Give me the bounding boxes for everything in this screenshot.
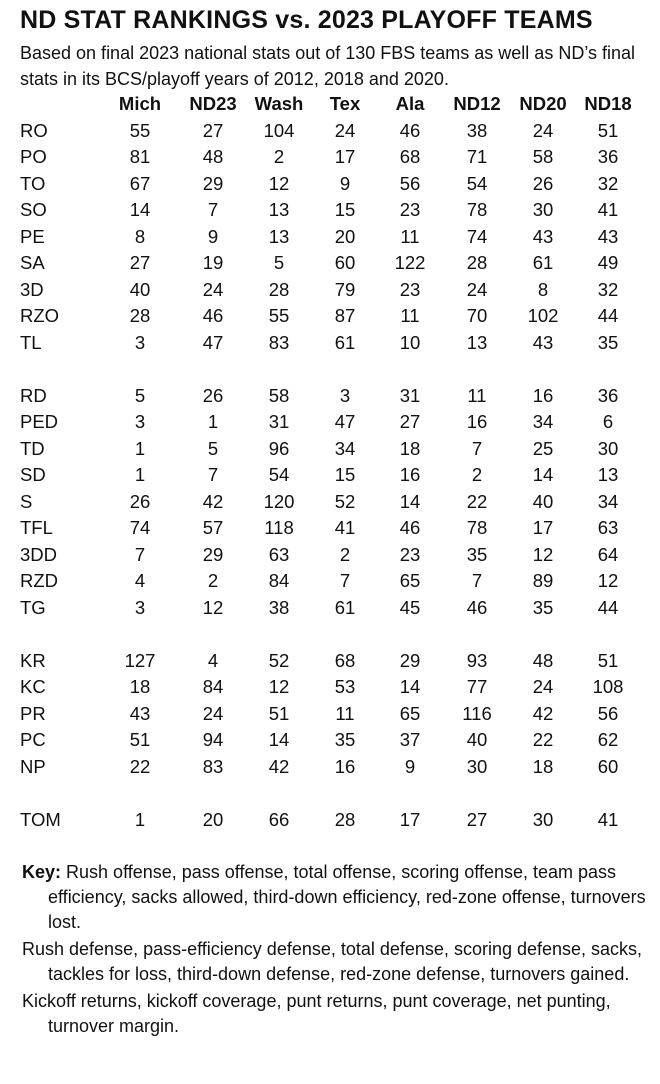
column-header-nd20: ND20 — [519, 93, 567, 114]
table-row — [20, 754, 640, 781]
stat-label: 3D — [20, 278, 44, 300]
rank-cell: 57 — [202, 517, 224, 538]
stat-label: RZO — [20, 305, 60, 326]
rank-cell: 127 — [124, 649, 156, 671]
rank-cell: 56 — [597, 702, 619, 724]
rank-cell: 2 — [339, 543, 351, 565]
key-defense-text: Rush defense, pass-efficiency defense, total defense, scoring defense, sacks, tackles for loss, third-down defense, red-zone defense, turnovers gained. — [22, 939, 643, 984]
rank-cell: 40 — [129, 278, 151, 300]
rank-cell: 47 — [202, 331, 224, 353]
rank-cell: 51 — [597, 119, 619, 141]
rank-cell: 1 — [134, 437, 146, 459]
rank-cell: 29 — [202, 543, 224, 565]
rank-cell: 1 — [134, 808, 146, 830]
rank-cell: 65 — [399, 702, 421, 724]
rank-cell: 60 — [597, 755, 619, 777]
rank-cell: 38 — [466, 119, 488, 141]
rank-cell: 10 — [399, 331, 421, 353]
rank-cell: 87 — [334, 305, 356, 326]
rank-cell: 7 — [207, 199, 219, 220]
spacer-cell — [20, 356, 640, 383]
rank-cell: 27 — [466, 808, 488, 830]
rank-cell: 79 — [334, 278, 356, 300]
rank-cell: 16 — [399, 464, 421, 485]
rank-cell: 63 — [268, 543, 290, 565]
table-row — [20, 277, 640, 304]
stat-label: TD — [20, 437, 45, 459]
rank-cell: 23 — [399, 543, 421, 565]
rank-cell: 93 — [466, 649, 488, 671]
page-subtitle: Based on final 2023 national stats out of 130 FBS teams as well as ND’s final stats in its BCS/playoff years of 2012, 2018 and 2020. — [20, 43, 636, 89]
rank-cell: 17 — [532, 517, 554, 538]
rank-cell: 9 — [339, 172, 351, 194]
column-header-nd23: ND23 — [189, 93, 237, 114]
rank-cell: 53 — [334, 676, 356, 697]
rank-cell: 55 — [268, 305, 290, 326]
stat-label: RZD — [20, 570, 59, 591]
rank-cell: 24 — [466, 278, 488, 300]
rank-cell: 45 — [399, 596, 421, 618]
rank-cell: 56 — [399, 172, 421, 194]
key-offense-text: Rush offense, pass offense, total offense, scoring offense, team pass efficiency, sacks allowed, third-down efficiency, red-zone offense, turnovers lost. — [48, 862, 646, 932]
rank-cell: 13 — [268, 225, 290, 247]
column-header-nd18: ND18 — [584, 93, 632, 114]
rank-cell: 78 — [466, 517, 488, 538]
rank-cell: 42 — [202, 490, 224, 512]
rank-cell: 5 — [134, 384, 146, 406]
rank-cell: 12 — [268, 676, 290, 697]
rank-cell: 42 — [268, 755, 290, 777]
rank-cell: 41 — [597, 808, 619, 830]
rankings-table — [20, 91, 640, 833]
stat-label: KR — [20, 649, 46, 671]
group-spacer — [20, 621, 640, 648]
rank-cell: 34 — [334, 437, 356, 459]
rank-cell: 31 — [399, 384, 421, 406]
rank-cell: 43 — [532, 331, 554, 353]
rank-cell: 55 — [129, 119, 151, 141]
rank-cell: 102 — [527, 305, 559, 326]
rank-cell: 3 — [134, 411, 146, 432]
rank-cell: 3 — [134, 331, 146, 353]
rank-cell: 42 — [532, 702, 554, 724]
group-spacer — [20, 780, 640, 807]
stat-label: TL — [20, 331, 42, 353]
table-row — [20, 515, 640, 542]
rank-cell: 15 — [334, 464, 356, 485]
table-row — [20, 118, 640, 145]
rank-cell: 32 — [597, 278, 619, 300]
rank-cell: 32 — [597, 172, 619, 194]
table-row — [20, 727, 640, 754]
rank-cell: 35 — [466, 543, 488, 565]
rank-cell: 29 — [202, 172, 224, 194]
rank-cell: 35 — [532, 596, 554, 618]
table-row — [20, 250, 640, 277]
table-row — [20, 542, 640, 569]
rank-cell: 58 — [532, 146, 554, 167]
rank-cell: 5 — [273, 252, 285, 273]
stat-label: PO — [20, 146, 47, 167]
rank-cell: 17 — [399, 808, 421, 830]
table-row — [20, 648, 640, 675]
rank-cell: 7 — [471, 437, 483, 459]
rank-cell: 7 — [134, 543, 146, 565]
key-offense — [22, 860, 654, 935]
rank-cell: 31 — [268, 411, 290, 432]
rank-cell: 8 — [537, 278, 549, 300]
rank-cell: 51 — [129, 729, 151, 750]
rank-cell: 28 — [334, 808, 356, 830]
table-row — [20, 595, 640, 622]
rank-cell: 26 — [129, 490, 151, 512]
rank-cell: 13 — [268, 199, 290, 220]
rank-cell: 61 — [334, 331, 356, 353]
rank-cell: 13 — [597, 464, 619, 485]
rank-cell: 81 — [129, 146, 151, 167]
rank-cell: 12 — [597, 570, 619, 591]
rank-cell: 51 — [597, 649, 619, 671]
rank-cell: 71 — [466, 146, 488, 167]
table-row — [20, 224, 640, 251]
rank-cell: 2 — [207, 570, 219, 591]
rank-cell: 20 — [202, 808, 224, 830]
rank-cell: 104 — [263, 119, 295, 141]
rank-cell: 27 — [129, 252, 151, 273]
rank-cell: 14 — [399, 676, 421, 697]
rank-cell: 34 — [532, 411, 554, 432]
rank-cell: 7 — [339, 570, 351, 591]
rank-cell: 11 — [335, 702, 355, 724]
rank-cell: 70 — [466, 305, 488, 326]
rank-cell: 8 — [134, 225, 146, 247]
rank-cell: 3 — [339, 384, 351, 406]
rank-cell: 30 — [532, 808, 554, 830]
rank-cell: 12 — [532, 543, 554, 565]
rank-cell: 20 — [334, 225, 356, 247]
rank-cell: 67 — [129, 172, 151, 194]
rank-cell: 68 — [399, 146, 421, 167]
column-header-ala: Ala — [395, 93, 425, 114]
rank-cell: 29 — [399, 649, 421, 671]
rank-cell: 49 — [597, 252, 619, 273]
stat-label: PC — [20, 729, 46, 750]
rank-cell: 83 — [202, 755, 224, 777]
rank-cell: 27 — [202, 119, 224, 141]
rank-cell: 68 — [334, 649, 356, 671]
key-heading: Key: — [22, 862, 62, 882]
stat-label: RD — [20, 384, 47, 406]
header-row — [20, 91, 640, 118]
rank-cell: 89 — [532, 570, 554, 591]
rank-cell: 12 — [202, 596, 224, 618]
rank-cell: 108 — [592, 676, 624, 697]
rank-cell: 43 — [129, 702, 151, 724]
rank-cell: 16 — [334, 755, 356, 777]
rank-cell: 16 — [466, 411, 488, 432]
rank-cell: 65 — [399, 570, 421, 591]
rank-cell: 26 — [202, 384, 224, 406]
rank-cell: 27 — [399, 411, 421, 432]
key-section — [22, 860, 654, 1041]
rank-cell: 15 — [334, 199, 356, 220]
rank-cell: 62 — [597, 729, 619, 750]
rank-cell: 14 — [268, 729, 290, 750]
rank-cell: 41 — [597, 199, 619, 220]
table-row — [20, 674, 640, 701]
rank-cell: 18 — [532, 755, 554, 777]
rank-cell: 77 — [466, 676, 488, 697]
rank-cell: 19 — [202, 252, 224, 273]
rank-cell: 35 — [597, 331, 619, 353]
rank-cell: 63 — [597, 517, 619, 538]
rank-cell: 5 — [207, 437, 219, 459]
stat-label: KC — [20, 676, 46, 697]
rank-cell: 18 — [129, 676, 151, 697]
rank-cell: 28 — [466, 252, 488, 273]
rank-cell: 6 — [602, 411, 614, 432]
rank-cell: 43 — [532, 225, 554, 247]
rank-cell: 24 — [202, 702, 224, 724]
table-row — [20, 807, 640, 834]
table-row — [20, 568, 640, 595]
key-defense — [22, 937, 654, 987]
rank-cell: 54 — [268, 464, 290, 485]
rank-cell: 46 — [399, 119, 421, 141]
rank-cell: 36 — [597, 146, 619, 167]
rank-cell: 47 — [334, 411, 356, 432]
rank-cell: 48 — [532, 649, 554, 671]
rank-cell: 84 — [268, 570, 290, 591]
rank-cell: 11 — [467, 384, 487, 406]
rank-cell: 1 — [134, 464, 146, 485]
rank-cell: 41 — [334, 517, 356, 538]
stat-label: TG — [20, 596, 46, 618]
rank-cell: 9 — [207, 225, 219, 247]
rank-cell: 40 — [532, 490, 554, 512]
column-header-nd12: ND12 — [453, 93, 501, 114]
rank-cell: 2 — [273, 146, 285, 167]
table-row — [20, 436, 640, 463]
rank-cell: 61 — [334, 596, 356, 618]
table-row — [20, 144, 640, 171]
column-header-mich: Mich — [118, 93, 162, 114]
rank-cell: 118 — [264, 517, 294, 538]
rank-cell: 25 — [532, 437, 554, 459]
rank-cell: 12 — [268, 172, 290, 194]
stat-label: SA — [20, 252, 45, 273]
rank-cell: 11 — [400, 305, 420, 326]
rank-cell: 30 — [532, 199, 554, 220]
stat-label: TOM — [20, 808, 61, 830]
rank-cell: 54 — [466, 172, 488, 194]
rank-cell: 46 — [202, 305, 224, 326]
stat-label: TFL — [20, 517, 53, 538]
rank-cell: 61 — [532, 252, 554, 273]
rank-cell: 18 — [399, 437, 421, 459]
stat-label: 3DD — [20, 543, 58, 565]
rank-cell: 84 — [202, 676, 224, 697]
rank-cell: 17 — [334, 146, 356, 167]
rank-cell: 7 — [471, 570, 483, 591]
group-spacer — [20, 356, 640, 383]
rank-cell: 48 — [202, 146, 224, 167]
rank-cell: 23 — [399, 199, 421, 220]
rank-cell: 23 — [399, 278, 421, 300]
rank-cell: 116 — [462, 702, 492, 724]
page-title: ND STAT RANKINGS vs. 2023 PLAYOFF TEAMS — [20, 6, 593, 34]
stat-label: NP — [20, 755, 46, 777]
rank-cell: 83 — [268, 331, 290, 353]
rank-cell: 78 — [466, 199, 488, 220]
rank-cell: 34 — [597, 490, 619, 512]
rank-cell: 44 — [597, 596, 619, 618]
stat-label: S — [20, 490, 33, 512]
rank-cell: 28 — [129, 305, 151, 326]
rank-cell: 4 — [207, 649, 219, 671]
rank-cell: 44 — [597, 305, 619, 326]
rank-cell: 7 — [207, 464, 219, 485]
table-row — [20, 383, 640, 410]
rank-cell: 40 — [466, 729, 488, 750]
stat-label: PR — [20, 702, 46, 724]
stat-label: TO — [20, 172, 46, 194]
rank-cell: 66 — [268, 808, 290, 830]
rank-cell: 24 — [532, 676, 554, 697]
rank-cell: 1 — [207, 411, 219, 432]
rank-cell: 51 — [268, 702, 290, 724]
column-header-tex: Tex — [329, 93, 361, 114]
rank-cell: 46 — [466, 596, 488, 618]
rank-cell: 36 — [597, 384, 619, 406]
rank-cell: 30 — [597, 437, 619, 459]
rank-cell: 24 — [202, 278, 224, 300]
rank-cell: 13 — [466, 331, 488, 353]
rank-cell: 14 — [129, 199, 151, 220]
rank-cell: 30 — [466, 755, 488, 777]
rank-cell: 14 — [532, 464, 554, 485]
rank-cell: 37 — [399, 729, 421, 750]
table-row — [20, 409, 640, 436]
rank-cell: 46 — [399, 517, 421, 538]
rank-cell: 26 — [532, 172, 554, 194]
rank-cell: 74 — [129, 517, 151, 538]
table-row — [20, 462, 640, 489]
spacer-cell — [20, 621, 640, 648]
rank-cell: 11 — [400, 225, 420, 247]
stat-label: PED — [20, 411, 59, 432]
rank-cell: 28 — [268, 278, 290, 300]
rank-cell: 94 — [202, 729, 224, 750]
rank-cell: 64 — [597, 543, 619, 565]
stat-label: RO — [20, 119, 48, 141]
rank-cell: 22 — [129, 755, 151, 777]
stat-label: PE — [20, 225, 45, 247]
spacer-cell — [20, 780, 640, 807]
rank-cell: 2 — [471, 464, 483, 485]
rank-cell: 24 — [532, 119, 554, 141]
header-blank — [20, 91, 98, 118]
rank-cell: 9 — [404, 755, 416, 777]
table-row — [20, 489, 640, 516]
rank-cell: 120 — [263, 490, 295, 512]
table-row — [20, 303, 640, 330]
rank-cell: 24 — [334, 119, 356, 141]
table-row — [20, 171, 640, 198]
rank-cell: 60 — [334, 252, 356, 273]
rank-cell: 52 — [334, 490, 356, 512]
key-special-text: Kickoff returns, kickoff coverage, punt returns, punt coverage, net punting, turnover margin. — [22, 991, 611, 1036]
rank-cell: 58 — [268, 384, 290, 406]
stat-label: SD — [20, 464, 46, 485]
rank-cell: 16 — [532, 384, 554, 406]
rank-cell: 22 — [466, 490, 488, 512]
rank-cell: 52 — [268, 649, 290, 671]
column-header-wash: Wash — [254, 93, 304, 114]
table-row — [20, 197, 640, 224]
rank-cell: 122 — [394, 252, 426, 273]
key-special-teams — [22, 989, 654, 1039]
table-row — [20, 701, 640, 728]
rank-cell: 3 — [134, 596, 146, 618]
rank-cell: 43 — [597, 225, 619, 247]
rank-cell: 38 — [268, 596, 290, 618]
rank-cell: 4 — [134, 570, 146, 591]
stat-label: SO — [20, 199, 47, 220]
rank-cell: 96 — [268, 437, 290, 459]
rank-cell: 74 — [466, 225, 488, 247]
rank-cell: 14 — [399, 490, 421, 512]
table-row — [20, 330, 640, 357]
rank-cell: 22 — [532, 729, 554, 750]
rank-cell: 35 — [334, 729, 356, 750]
